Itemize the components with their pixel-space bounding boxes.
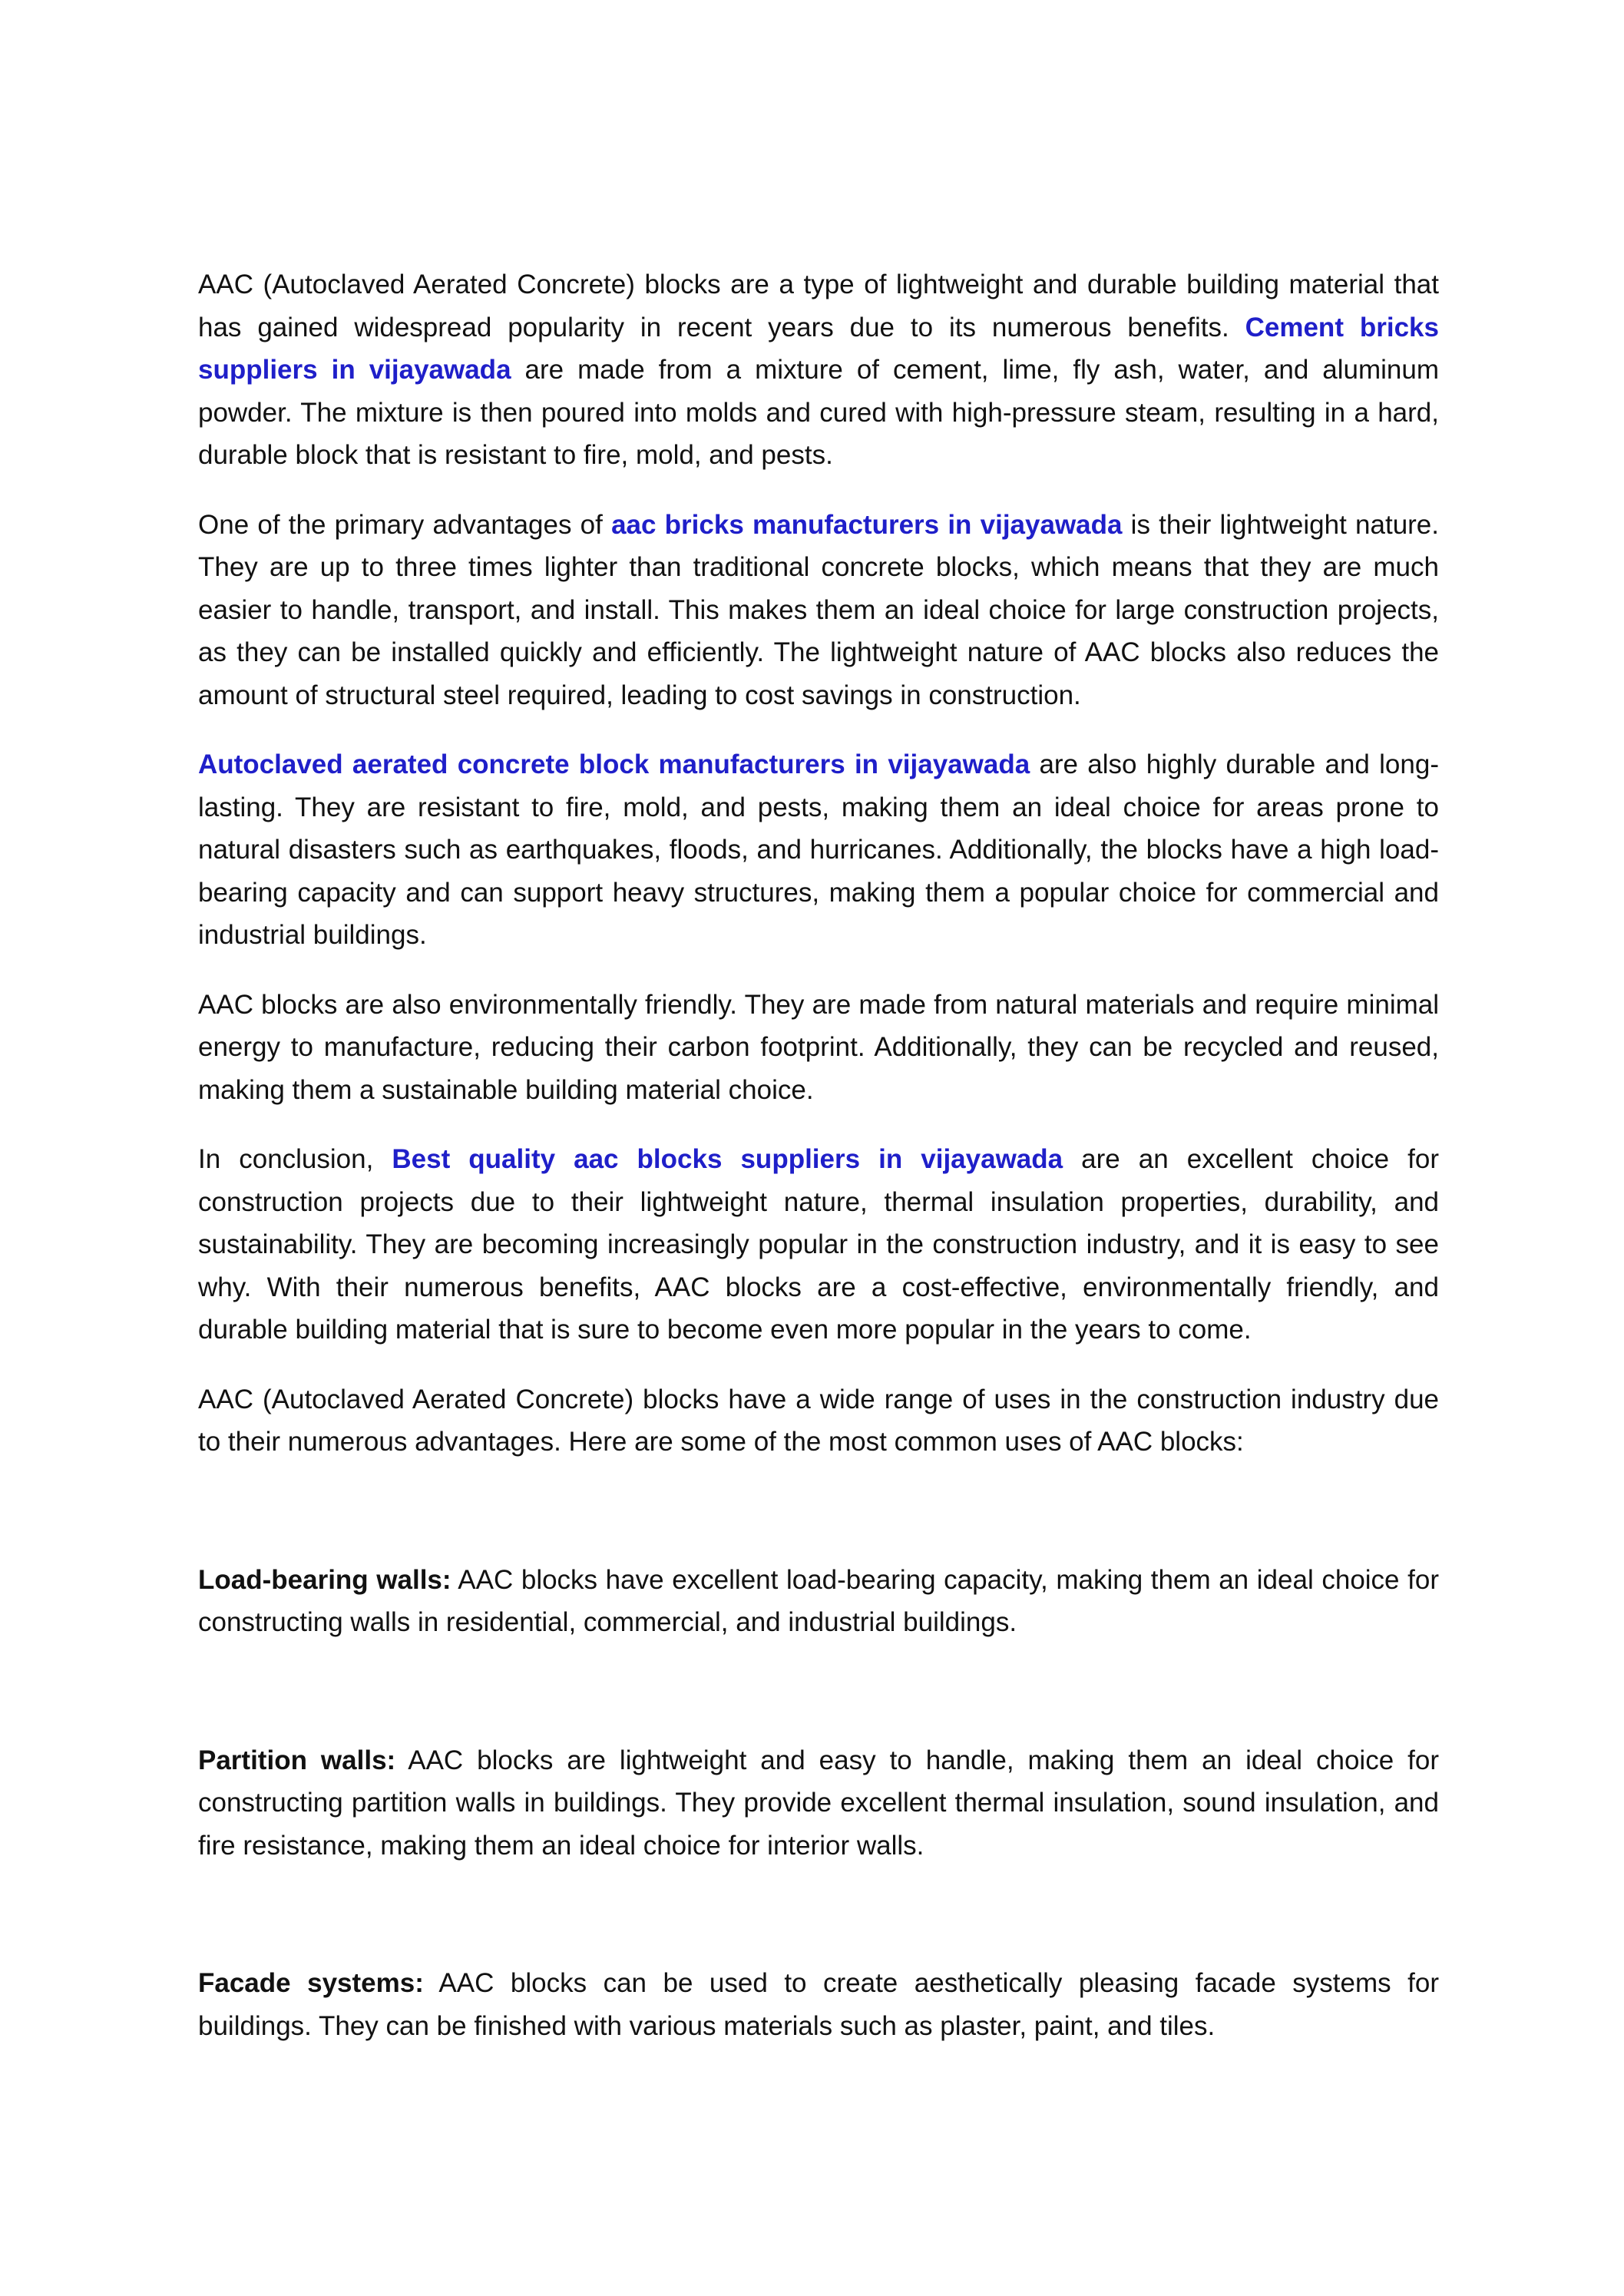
paragraph-environment: AAC blocks are also environmentally friendly. They are made from natural materials and require minimal energy to manufacture, reducing their carbon footprint. Additionally, they can be recycled and reused, making them a sustainable building material choice. [198,989,1439,1105]
paragraph-conclusion-text-b: are an excellent choice for construction projects due to their lightweight nature, thermal insulation properties, durability, and sustainability. They are becoming increasingly popular in the construction industry, and it is easy to see why. With their numerous benefits, AAC blocks are a cost-effective, environmentally friendly, and durable building material that is sure to become even more popular in the years to come. [198,1144,1439,1345]
link-aac-bricks-manufacturers[interactable]: aac bricks manufacturers in vijayawada [611,509,1123,540]
paragraph-load-bearing-walls [198,1559,1439,1644]
term-partition-walls: Partition walls: [198,1745,396,1775]
paragraph-durability-text: are also highly durable and long-lasting. They are resistant to fire, mold, and pests, making them an ideal choice for areas prone to natural disasters such as earthquakes, floods, and hurricanes. Additionally, the blocks have a high load-bearing capacity and can support heavy structures, making them a popular choice for commercial and industrial buildings. [198,749,1439,950]
paragraph-conclusion-text-a: In conclusion, [198,1144,392,1174]
link-best-quality-suppliers[interactable]: Best quality aac blocks suppliers in vijayawada [392,1144,1063,1174]
link-aac-block-manufacturers[interactable]: Autoclaved aerated concrete block manufacturers in vijayawada [198,749,1030,779]
term-load-bearing-walls: Load-bearing walls: [198,1564,451,1595]
link-cement-bricks-suppliers[interactable]: Cement bricks suppliers in vijayawada [198,312,1439,385]
paragraph-durability [198,743,1439,957]
paragraph-partition-walls [198,1739,1439,1868]
paragraph-facade-systems [198,1962,1439,2047]
term-facade-systems: Facade systems: [198,1968,424,1998]
paragraph-facade-systems-text: AAC blocks can be used to create aesthetically pleasing facade systems for buildings. They can be finished with various materials such as plaster, paint, and tiles. [198,1968,1439,2041]
paragraph-conclusion [198,1138,1439,1351]
paragraph-partition-walls-text: AAC blocks are lightweight and easy to handle, making them an ideal choice for constructing partition walls in buildings. They provide excellent thermal insulation, sound insulation, and fire resistance, making them an ideal choice for interior walls. [198,1745,1439,1861]
paragraph-intro-text-b: are made from a mixture of cement, lime, fly ash, water, and aluminum powder. The mixture is then poured into molds and cured with high-pressure steam, resulting in a hard, durable block that is resistant to fire, mold, and pests. [198,355,1440,470]
paragraph-intro [198,263,1439,477]
paragraph-intro-text-a: AAC (Autoclaved Aerated Concrete) blocks are a type of lightweight and durable building material that has gained widespread popularity in recent years due to its numerous benefits. [198,270,1439,342]
paragraph-uses-intro: AAC (Autoclaved Aerated Concrete) blocks have a wide range of uses in the construction industry due to their numerous advantages. Here are some of the most common uses of AAC blocks: [198,1384,1439,1457]
paragraph-advantages-text-b: is their lightweight nature. They are up to three times lighter than traditional concrete blocks, which means that they are much easier to handle, transport, and install. This makes them an ideal choice for large construction projects, as they can be installed quickly and efficiently. The lightweight nature of AAC blocks also reduces the amount of structural steel required, leading to cost savings in construction. [198,509,1440,710]
document-body [198,263,1439,2047]
paragraph-advantages-text-a: One of the primary advantages of [198,509,612,540]
paragraph-load-bearing-walls-text: AAC blocks have excellent load-bearing capacity, making them an ideal choice for constructing walls in residential, commercial, and industrial buildings. [198,1564,1439,1637]
paragraph-advantages [198,504,1439,717]
